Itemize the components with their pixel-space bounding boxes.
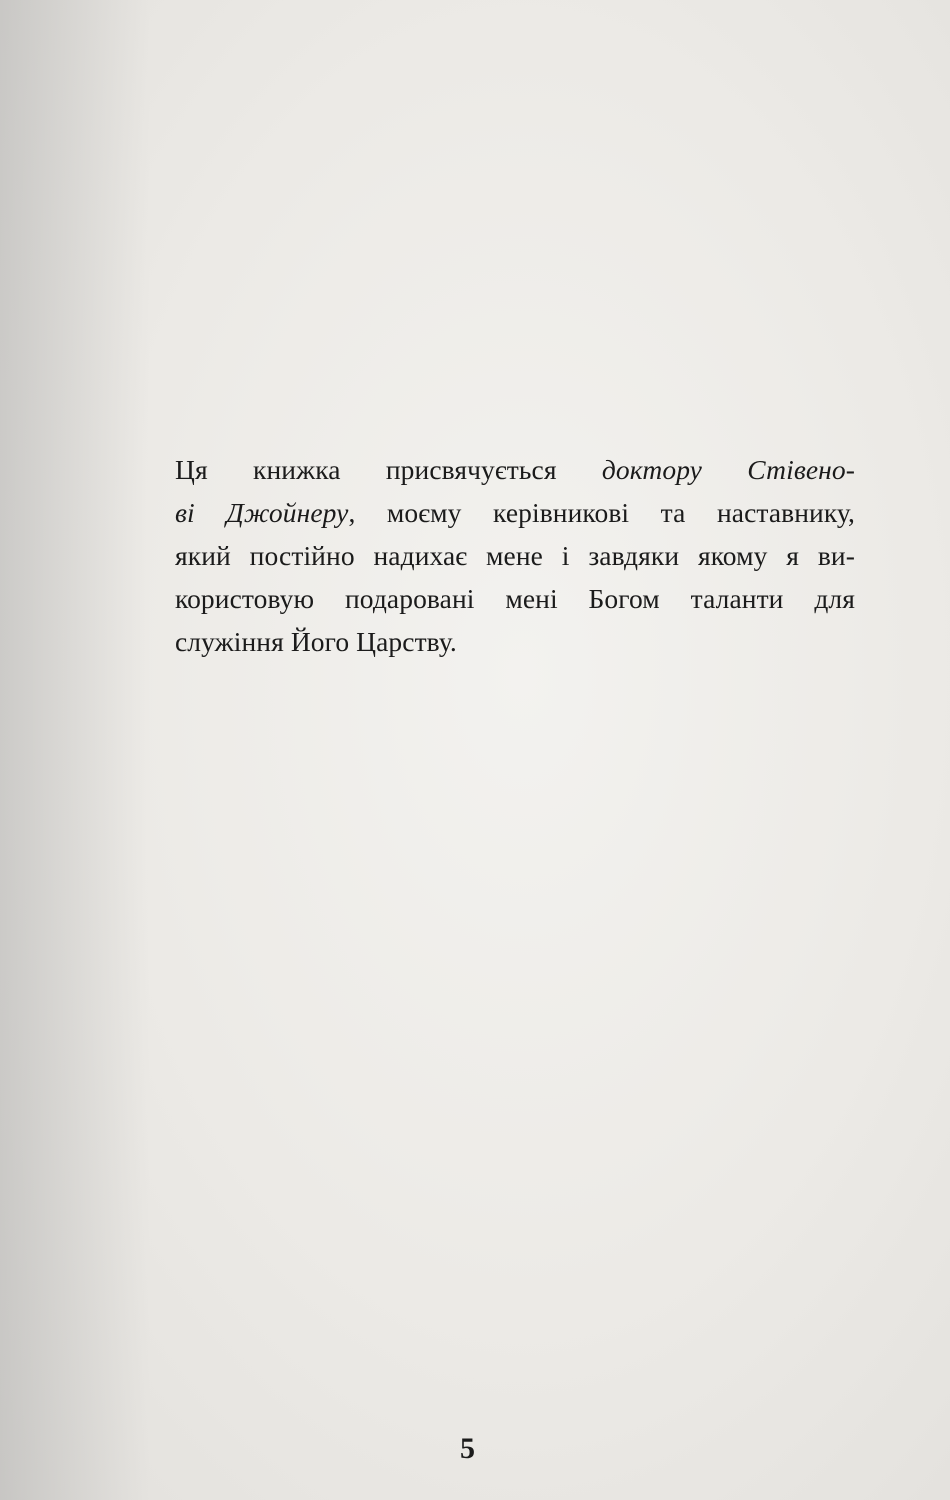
dedication-line-1 xyxy=(175,448,855,491)
dedication-name-part-1: доктору Стівено- xyxy=(601,454,856,485)
dedication-line-2-normal: , моєму керівникові та наставнику, xyxy=(348,497,856,528)
dedication-line-3: який постійно надихає мене і завдяки якому я ви- xyxy=(175,540,855,571)
dedication-line-1-normal: Ця книжка присвячується xyxy=(175,454,602,485)
dedication-name-part-2: ві Джойнеру xyxy=(175,497,349,528)
page-number: 5 xyxy=(460,1432,475,1465)
dedication-line-2 xyxy=(175,491,855,534)
dedication-line-5: служіння Його Царству. xyxy=(175,626,457,657)
dedication-line-4: користовую подаровані мені Богом таланти для xyxy=(175,583,855,614)
dedication-text xyxy=(175,448,855,663)
page-gutter-shadow xyxy=(0,0,150,1500)
